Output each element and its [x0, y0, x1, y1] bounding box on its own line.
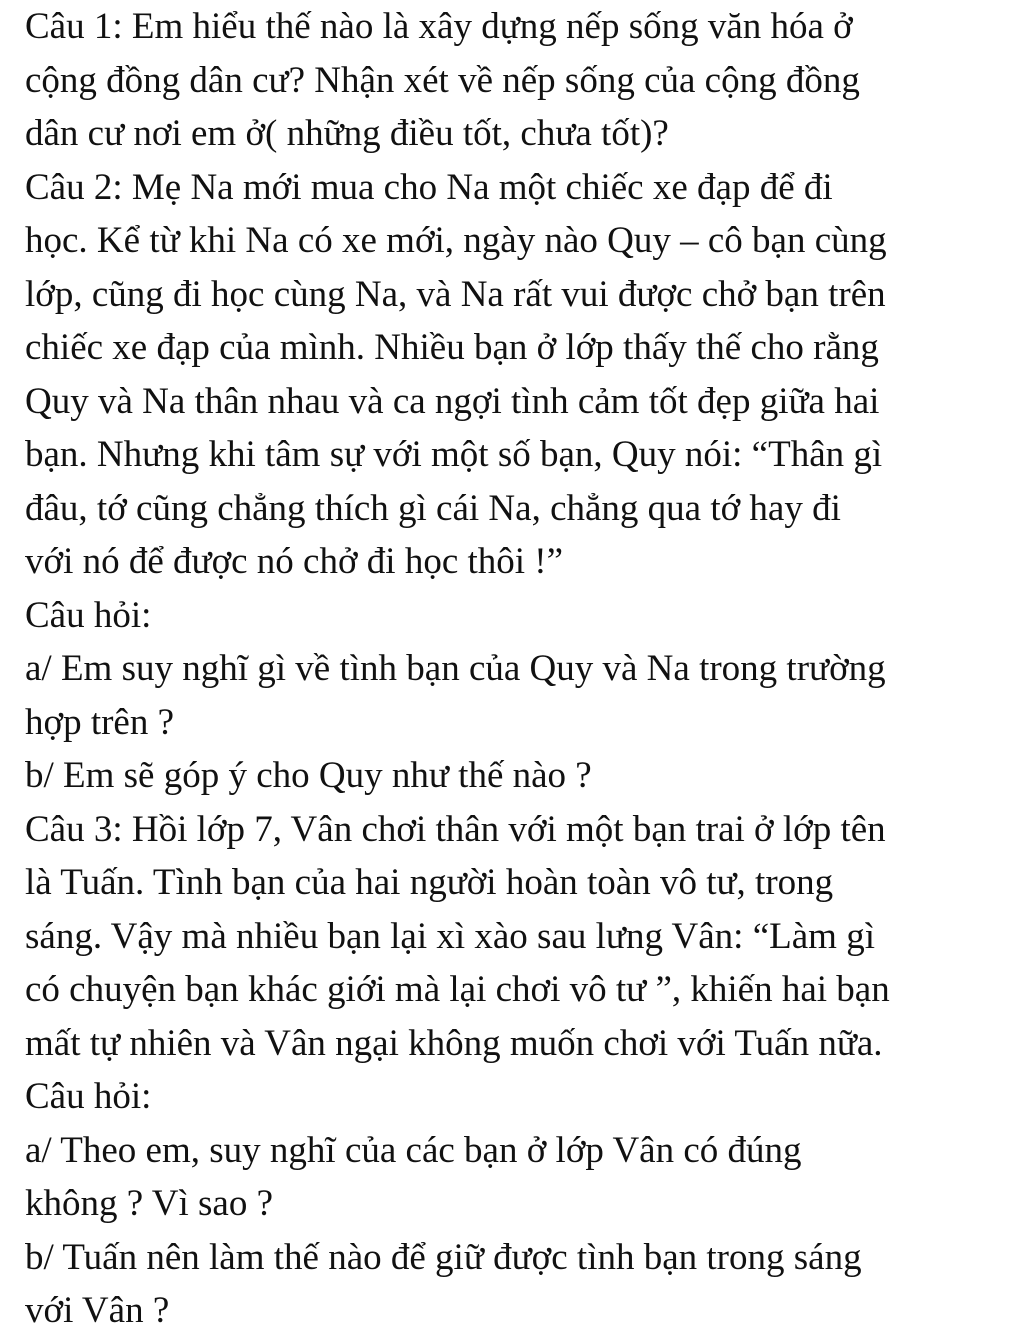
- cau-2-question-b: b/ Em sẽ góp ý cho Quy như thế nào ?: [25, 755, 592, 796]
- cau-3-question-b-line-2: với Vân ?: [25, 1290, 170, 1331]
- cau-2-line-3: lớp, cũng đi học cùng Na, và Na rất vui được chở bạn trên: [25, 273, 886, 315]
- cau-1-line-3: dân cư nơi em ở( những điều tốt, chưa tốt)?: [25, 113, 669, 154]
- cau-2-line-4: chiếc xe đạp của mình. Nhiều bạn ở lớp thấy thế cho rằng: [25, 327, 879, 368]
- cau-3-question-a-line-1: a/ Theo em, suy nghĩ của các bạn ở lớp Vân có đúng: [25, 1129, 802, 1171]
- cau-3-line-4: có chuyện bạn khác giới mà lại chơi vô tư ”, khiến hai bạn: [25, 969, 890, 1010]
- cau-3-question-heading: Câu hỏi:: [25, 1076, 152, 1117]
- cau-3-question-a-line-2: không ? Vì sao ?: [25, 1183, 273, 1224]
- cau-3-line-1: Câu 3: Hồi lớp 7, Vân chơi thân với một bạn trai ở lớp tên: [25, 808, 886, 850]
- cau-2-line-6: bạn. Nhưng khi tâm sự với một số bạn, Quy nói: “Thân gì: [25, 434, 883, 475]
- cau-2-question-heading: Câu hỏi:: [25, 594, 152, 636]
- cau-2-question-a-line-1: a/ Em suy nghĩ gì về tình bạn của Quy và Na trong trường: [25, 648, 886, 689]
- cau-3-line-2: là Tuấn. Tình bạn của hai người hoàn toàn vô tư, trong: [25, 862, 834, 903]
- cau-2-question-a-line-2: hợp trên ?: [25, 701, 175, 743]
- cau-2-line-7: đâu, tớ cũng chẳng thích gì cái Na, chẳng qua tớ hay đi: [25, 487, 841, 529]
- cau-3-line-3: sáng. Vậy mà nhiều bạn lại xì xào sau lưng Vân: “Làm gì: [25, 915, 875, 957]
- cau-1-line-1: Câu 1: Em hiểu thế nào là xây dựng nếp sống văn hóa ở: [25, 6, 853, 47]
- cau-2-line-5: Quy và Na thân nhau và ca ngợi tình cảm tốt đẹp giữa hai: [25, 380, 880, 422]
- cau-2-line-8: với nó để được nó chở đi học thôi !”: [25, 541, 564, 582]
- cau-2-line-2: học. Kể từ khi Na có xe mới, ngày nào Quy – cô bạn cùng: [25, 220, 887, 261]
- cau-3-line-5: mất tự nhiên và Vân ngại không muốn chơi với Tuấn nữa.: [25, 1022, 883, 1064]
- cau-3-question-b-line-1: b/ Tuấn nên làm thế nào để giữ được tình bạn trong sáng: [25, 1236, 862, 1278]
- cau-2-line-1: Câu 2: Mẹ Na mới mua cho Na một chiếc xe đạp để đi: [25, 166, 833, 208]
- cau-1-line-2: cộng đồng dân cư? Nhận xét về nếp sống của cộng đồng: [25, 59, 860, 101]
- document-text: [25, 0, 1015, 1338]
